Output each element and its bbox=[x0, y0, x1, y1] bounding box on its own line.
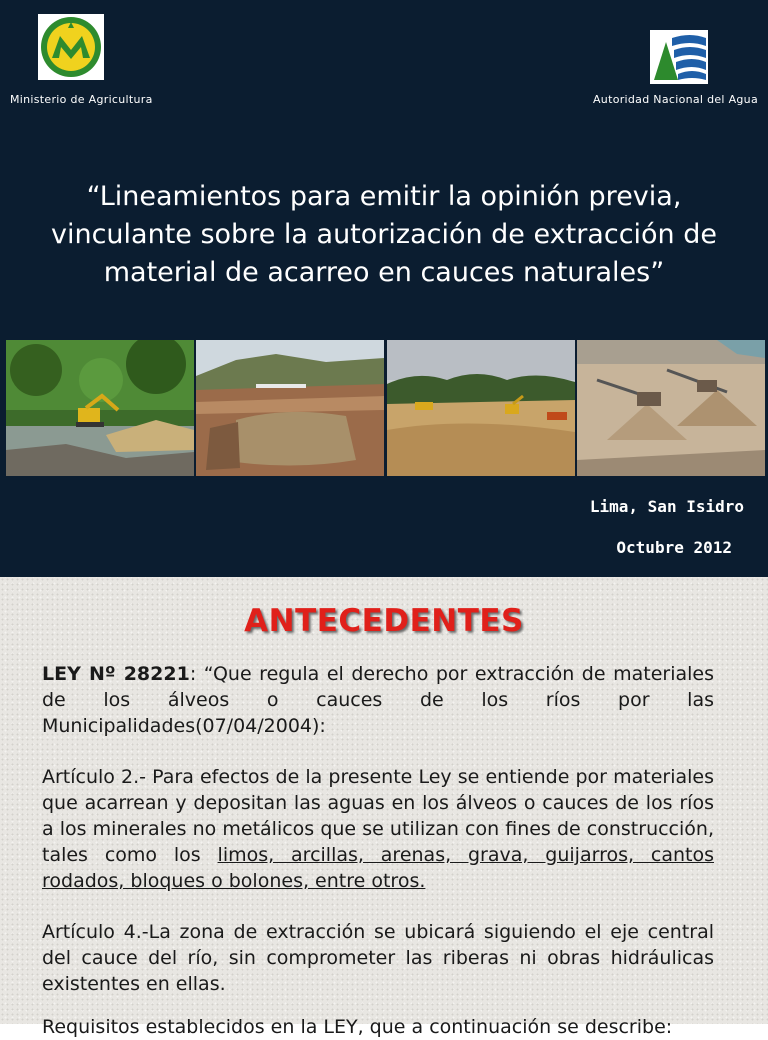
photo-strip bbox=[6, 340, 765, 476]
aggregate-plant-photo bbox=[577, 340, 765, 476]
river-excavator-photo bbox=[6, 340, 194, 476]
cover-title: “Lineamientos para emitir la opinión previa, vinculante sobre la autorización de extracción de material de acarreo en cauces naturales” bbox=[50, 181, 718, 288]
cover-date: Octubre 2012 bbox=[616, 538, 732, 557]
articulo-2-paragraph bbox=[42, 764, 714, 894]
requisitos-line: Requisitos establecidos en la LEY, que a continuación se describe: bbox=[42, 1016, 673, 1038]
articulo-2-text: Artículo 2.- Para efectos de la presente Ley se entiende por materiales que acarrean y depositan las aguas en los álveos o cauces de los ríos a los minerales no metálicos que se utilizan con fines de construcción, tales como los bbox=[42, 766, 714, 866]
org-right-label: Autoridad Nacional del Agua bbox=[592, 93, 758, 106]
articulo-2-underlined: limos, arcillas, arenas, grava, guijarros, cantos rodados, bloques o bolones, entre otros. bbox=[42, 844, 714, 892]
cover-place: Lima, San Isidro bbox=[589, 497, 744, 516]
antecedentes-slide bbox=[0, 577, 768, 1038]
ana-logo-icon bbox=[650, 30, 708, 84]
org-left-label: Ministerio de Agricultura bbox=[10, 93, 153, 106]
ley-paragraph bbox=[42, 661, 714, 739]
antecedentes-heading: ANTECEDENTES bbox=[244, 603, 524, 639]
riverbed-trucks-photo bbox=[387, 340, 575, 476]
ley-text: : “Que regula el derecho por extracción de materiales de los álveos o cauces de los ríos por las Municipalidades(07/04/2004): bbox=[42, 663, 715, 737]
articulo-4-paragraph: Artículo 4.-La zona de extracción se ubicará siguiendo el eje central del cauce del río, sin comprometer las riberas ni obras hidráulicas existentes en ellas. bbox=[42, 921, 714, 995]
quarry-pond-photo bbox=[196, 340, 384, 476]
minag-logo-icon bbox=[38, 14, 104, 80]
antecedentes-body bbox=[42, 661, 714, 1022]
ley-label: LEY Nº 28221 bbox=[42, 663, 190, 685]
